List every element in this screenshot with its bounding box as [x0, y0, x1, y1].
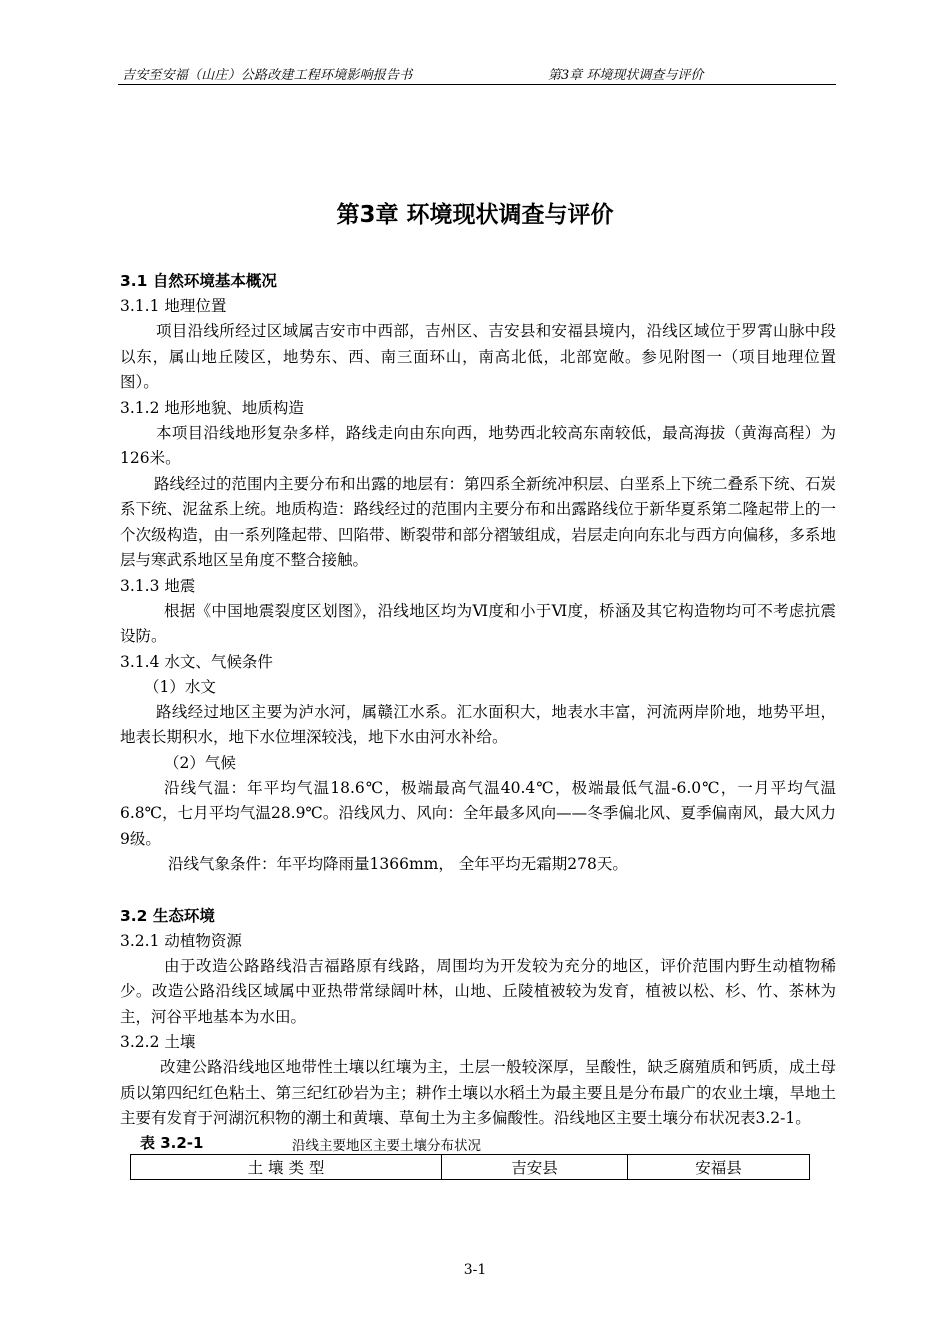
paragraph-geology: 路线经过的范围内主要分布和出露的地层有：第四系全新统冲积层、白垩系上下统二叠系下统、石炭系下统、泥盆系上统。地质构造：路线经过的范围内主要分布和出露路线位于新华夏系第二隆起带上的一个次级构造，由一系列隆起带、凹陷带、断裂带和部分褶皱组成，岩层走向向东北与西方向偏移，多系地层与寒武系地区呈角度不整合接触。	[120, 474, 837, 569]
table-header-jian-county: 吉安县	[442, 1154, 628, 1179]
section-3-1-3-heading: 3.1.3 地震	[120, 576, 196, 595]
table-header-anfu-county: 安福县	[628, 1154, 810, 1179]
section-3-1-2-heading: 3.1.2 地形地貌、地质构造	[120, 398, 304, 417]
section-3-2-heading: 3.2 生态环境	[120, 906, 215, 925]
paragraph-flora-fauna: 由于改造公路路线沿吉福路原有线路，周围均为开发较为充分的地区，评价范围内野生动植物稀少。改造公路沿线区域属中亚热带常绿阔叶林，山地、丘陵植被较为发育，植被以松、杉、竹、茶林为主，河谷平地基本为水田。	[120, 956, 836, 1026]
document-body	[120, 268, 836, 1180]
paragraph-soil: 改建公路沿线地区地带性土壤以红壤为主，土层一般较深厚，呈酸性，缺乏腐殖质和钙质，成土母质以第四纪红色粘土、第三纪红砂岩为主；耕作土壤以水稻土为最主要且是分布最广的农业土壤，旱地土主要有发育于河湖沉积物的潮土和黄壤、草甸土为主多偏酸性。沿线地区主要土壤分布状况表3.2-1。	[120, 1058, 836, 1127]
section-3-1-4-heading: 3.1.4 水文、气候条件	[120, 652, 273, 671]
table-caption	[120, 1132, 836, 1154]
table-title: 沿线主要地区主要土壤分布状况	[292, 1137, 481, 1154]
paragraph-earthquake: 根据《中国地震裂度区划图》，沿线地区均为Ⅵ度和小于Ⅵ度，桥涵及其它构造物均可不考虑抗震设防。	[120, 601, 836, 645]
table-header-soil-type: 土 壤 类 型	[131, 1154, 442, 1179]
subheading-hydrology: （1）水文	[144, 677, 216, 696]
soil-distribution-table	[130, 1154, 810, 1180]
section-3-1-heading: 3.1 自然环境基本概况	[120, 272, 277, 290]
page-number: 3-1	[463, 1262, 487, 1278]
page-header	[118, 62, 836, 85]
paragraph-location: 项目沿线所经过区域属吉安市中西部，吉州区、吉安县和安福县境内，沿线区域位于罗霄山脉中段以东，属山地丘陵区，地势东、西、南三面环山，南高北低，北部宽敞。参见附图一（项目地理位置图）。	[120, 322, 836, 391]
paragraph-hydrology: 路线经过地区主要为泸水河，属赣江水系。汇水面积大，地表水丰富，河流两岸阶地，地势平坦，地表长期积水，地下水位埋深较浅，地下水由河水补给。	[120, 702, 836, 746]
chapter-title: 第3章 环境现状调查与评价	[336, 202, 614, 228]
table-label: 表 3.2-1	[140, 1133, 204, 1152]
subheading-climate: （2）气候	[164, 753, 236, 772]
section-3-1-1-heading: 3.1.1 地理位置	[120, 297, 227, 315]
paragraph-climate: 沿线气温：年平均气温18.6℃，极端最高气温40.4℃，极端最低气温-6.0℃，一月平均气温6.8℃，七月平均气温28.9℃。沿线风力、风向：全年最多风向——冬季偏北风、夏季偏南风，最大风力9级。	[120, 778, 836, 848]
section-3-2-2-heading: 3.2.2 土壤	[120, 1033, 196, 1051]
header-document-title: 吉安至安福（山庄）公路改建工程环境影响报告书	[122, 68, 413, 83]
paragraph-weather: 沿线气象条件：年平均降雨量1366mm， 全年平均无霜期278天。	[168, 855, 628, 873]
table-header-row	[131, 1154, 810, 1179]
paragraph-terrain: 本项目沿线地形复杂多样，路线走向由东向西，地势西北较高东南较低，最高海拔（黄海高程）为126米。	[120, 423, 836, 467]
header-chapter-title: 第3章 环境现状调查与评价	[548, 68, 704, 83]
section-3-2-1-heading: 3.2.1 动植物资源	[120, 931, 242, 950]
